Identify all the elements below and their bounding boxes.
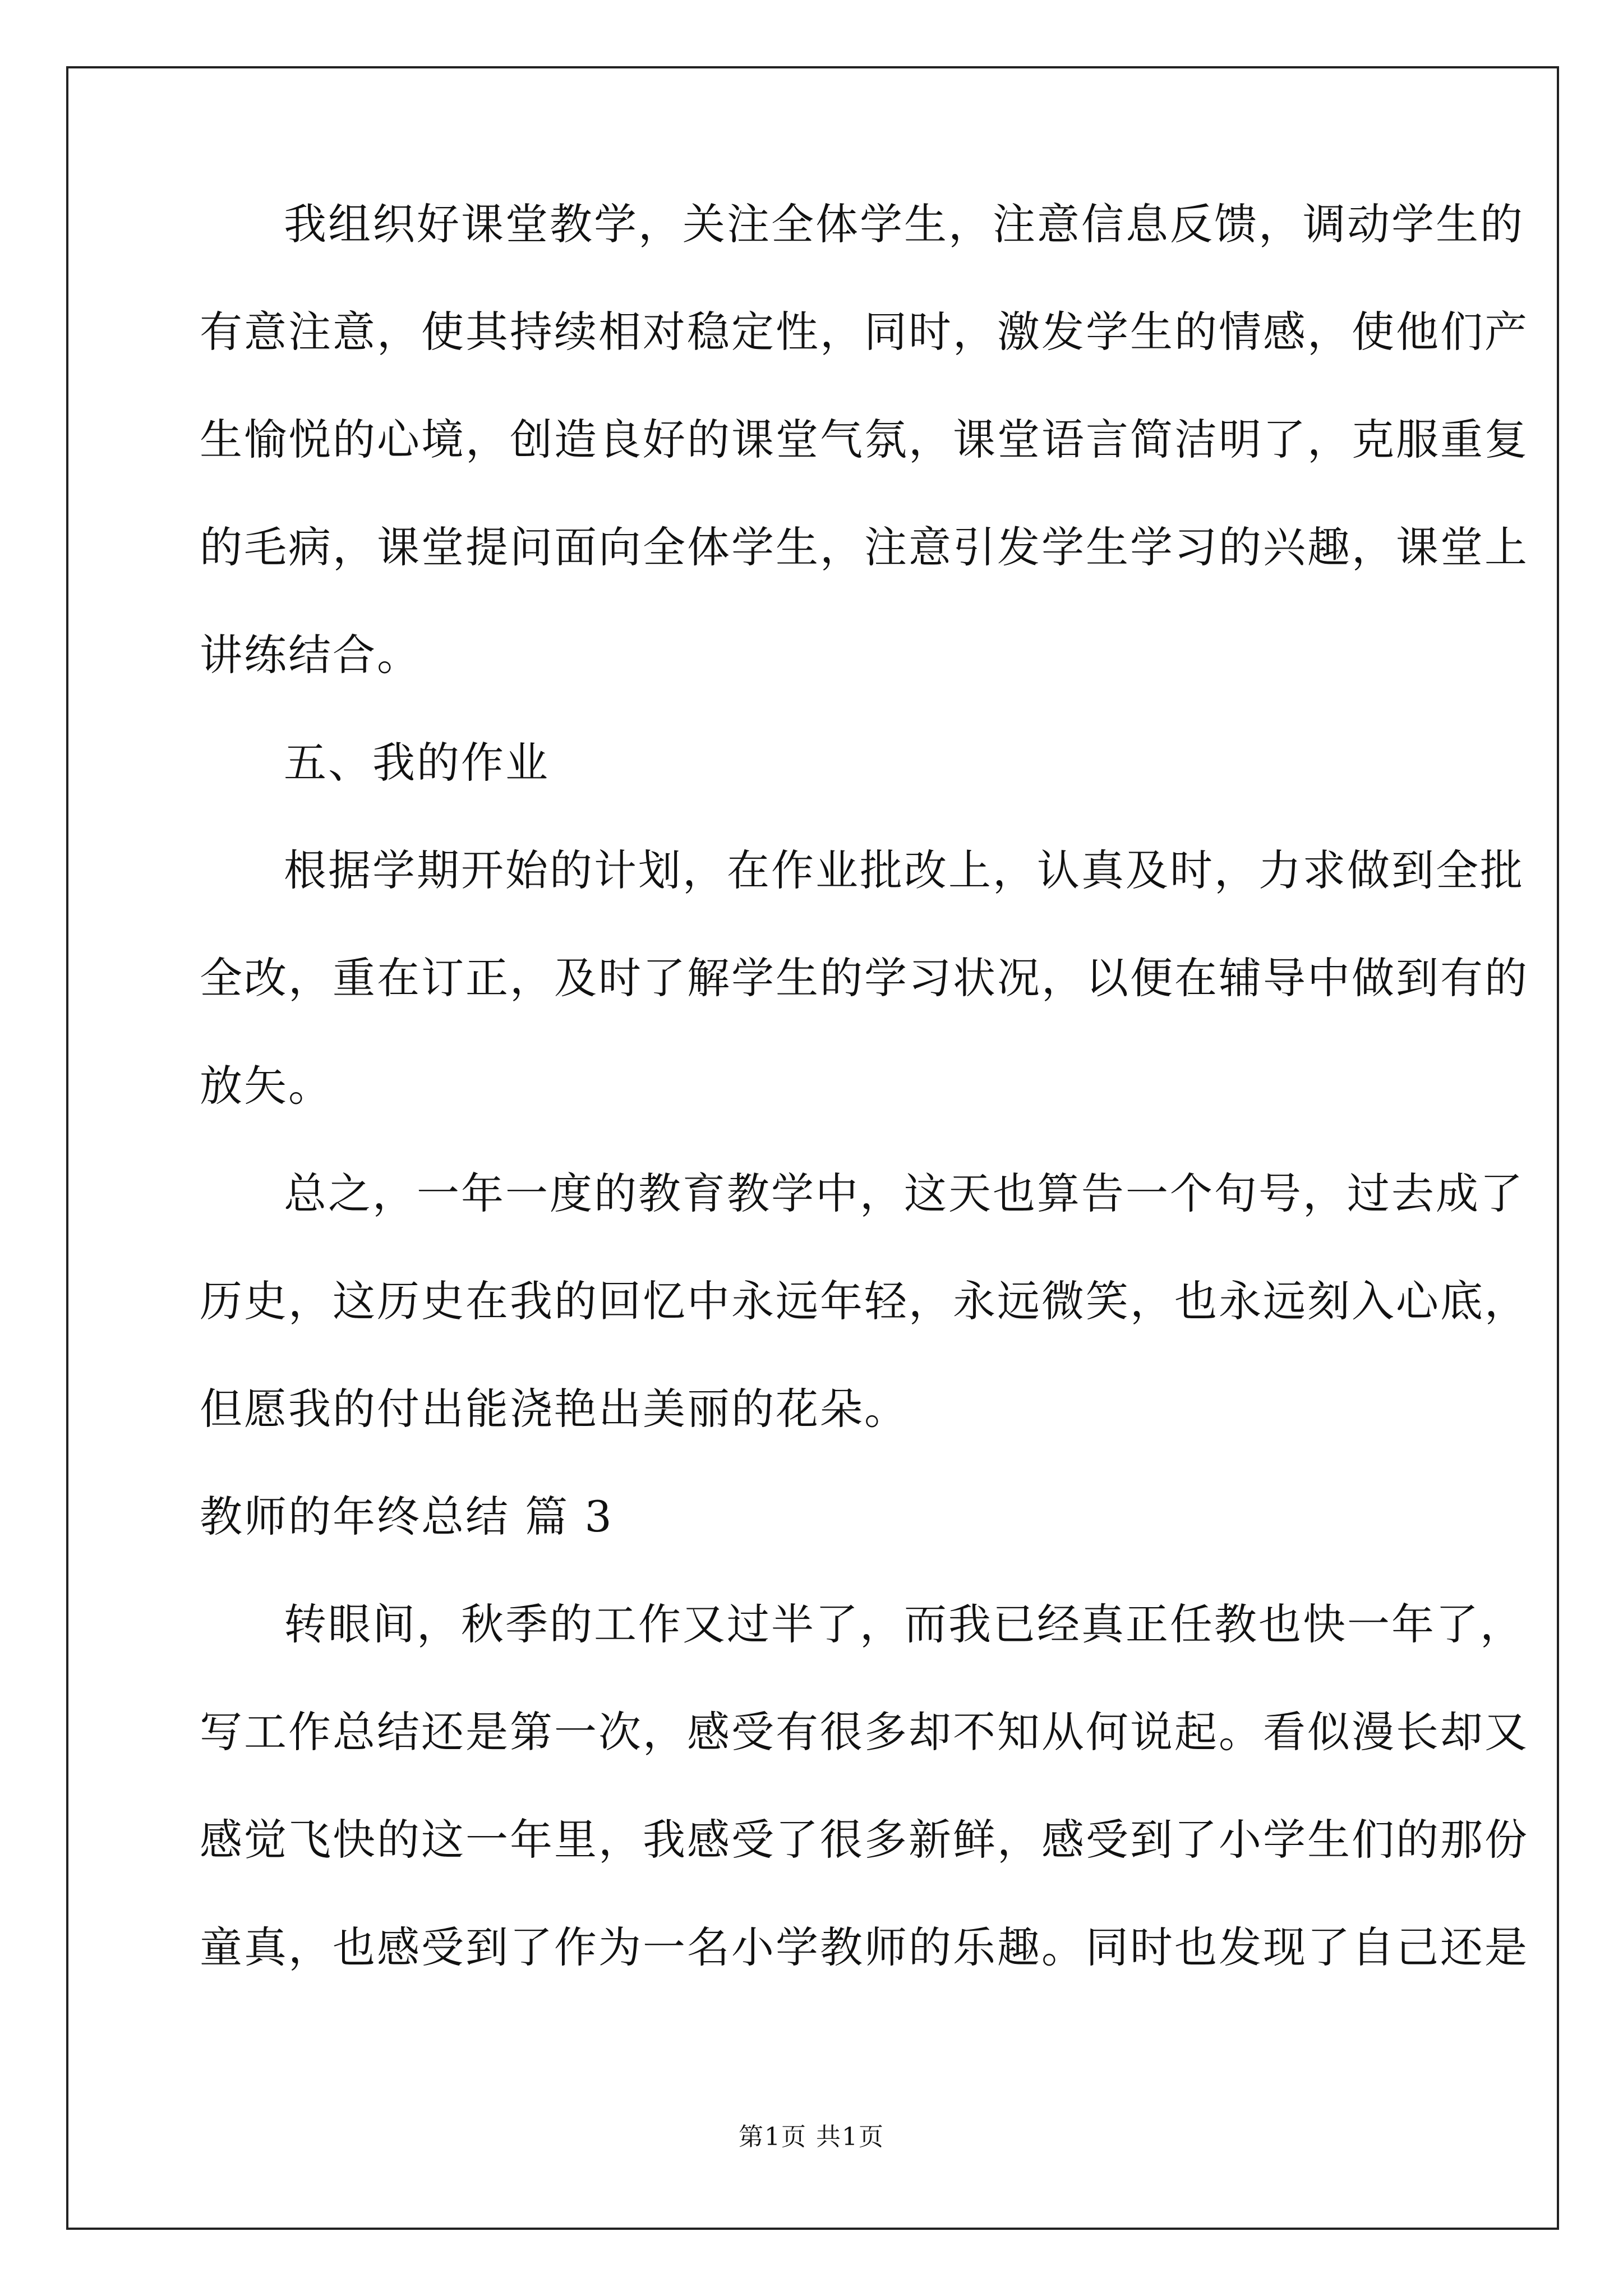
text-line: 有意注意，使其持续相对稳定性，同时，激发学生的情感，使他们产: [200, 307, 1529, 357]
text-line: 放矢。: [200, 1061, 333, 1111]
text-line: 总之，一年一度的教育教学中，这天也算告一个句号，过去成了: [284, 1168, 1524, 1218]
text-line: 写工作总结还是第一次，感受有很多却不知从何说起。看似漫长却又: [200, 1707, 1529, 1757]
text-line: 我组织好课堂教学，关注全体学生，注意信息反馈，调动学生的: [284, 199, 1524, 249]
text-line: 感觉飞快的这一年里，我感受了很多新鲜，感受到了小学生们的那份: [200, 1815, 1529, 1865]
text-line: 童真，也感受到了作为一名小学教师的乐趣。同时也发现了自己还是: [200, 1922, 1529, 1972]
text-line: 但愿我的付出能浇艳出美丽的花朵。: [200, 1384, 909, 1434]
text-line: 生愉悦的心境，创造良好的课堂气氛，课堂语言简洁明了，克服重复: [200, 415, 1529, 464]
page-border: [66, 66, 1559, 2230]
text-line: 根据学期开始的计划，在作业批改上，认真及时，力求做到全批: [284, 845, 1524, 895]
text-line: 讲练结合。: [200, 630, 421, 680]
page-footer: 第1页 共1页: [739, 2123, 884, 2151]
text-line: 的毛病，课堂提问面向全体学生，注意引发学生学习的兴趣，课堂上: [200, 522, 1529, 572]
article-title: 教师的年终总结 篇 3: [200, 1492, 614, 1542]
section-heading: 五、我的作业: [284, 738, 550, 788]
text-line: 全改，重在订正，及时了解学生的学习状况，以便在辅导中做到有的: [200, 953, 1529, 1003]
text-line: 历史，这历史在我的回忆中永远年轻，永远微笑，也永远刻入心底，: [200, 1276, 1529, 1326]
text-line: 转眼间，秋季的工作又过半了，而我已经真正任教也快一年了，: [284, 1599, 1524, 1649]
